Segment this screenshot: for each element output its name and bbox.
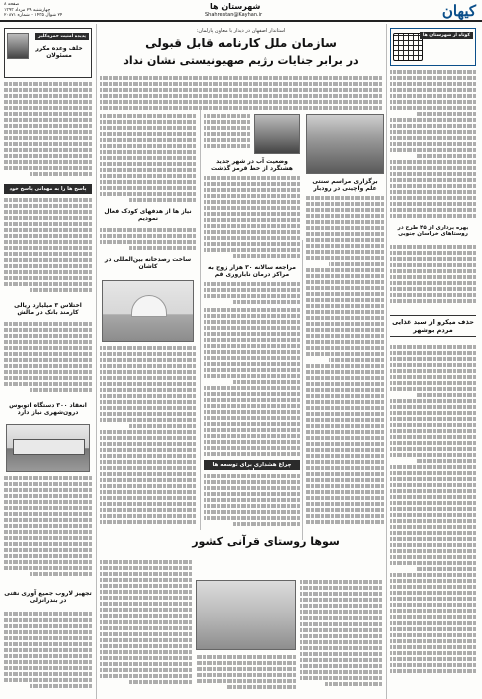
kayhan-logo: کیهان [441, 2, 476, 20]
text-left-1 [4, 82, 92, 182]
right-headline-2-frame [390, 315, 476, 337]
headline-observatory: ساخت رصدخانه بین‌المللی در کاشان [104, 256, 192, 270]
right-box-title: کوتاه از شهرستان ها [420, 32, 473, 39]
headline-children: نیاز ها از هدفهای کودک فعال نمودیم [104, 208, 192, 222]
headline-hashtgerd: وضعیت آب در شهر جدید هشتگرد از خط قرمز گذشت [211, 158, 293, 172]
text-center-3 [204, 474, 300, 530]
column-rule [200, 110, 201, 530]
text-soha-2 [100, 560, 192, 692]
text-qom [204, 282, 300, 306]
headline-alam: برگزاری مراسم سنتی علم واچینی در رودبار [312, 178, 378, 192]
right-headline-2: حذف میکرو از سبد غذایی مردم بوشهر [392, 318, 474, 334]
headline-embezzlement: اختلاس ۳ میلیارد ریالی کارمند بانک در مالش [14, 302, 82, 316]
page-number: صفحه ۸ [4, 2, 20, 7]
left-box-title: پدیده امنیت حمزه‌کلیر [35, 33, 89, 40]
village-photo [196, 580, 296, 650]
headline-promise: خلف وعده مکرر مسئولان [35, 45, 83, 59]
headline-qom: مراجعه سالانه ۳۰ هزار زوج به مراکز درمان ناباروری قم [208, 264, 296, 278]
lead-headline-1: سازمان ملل کارنامه قابل قبولی [145, 36, 337, 50]
text-soha-1 [300, 580, 382, 692]
bus-photo [6, 424, 90, 472]
observatory-photo [102, 280, 194, 342]
right-text-1 [390, 70, 476, 220]
text-center-1 [204, 114, 250, 154]
page-info [4, 2, 74, 19]
right-text-2 [390, 245, 476, 310]
text-left-4 [4, 476, 92, 586]
columnist-photo [7, 33, 29, 59]
headline-soha: سوها روستای قرآنی کشور [192, 535, 340, 548]
section-title: شهرستان ها [210, 2, 261, 11]
right-text-3 [390, 345, 476, 685]
lead-headline-2: در برابر جنایات رژیم صهیونیستی نشان نداد [123, 54, 359, 67]
date-line: چهارشنبه ۲۹ مرداد ۱۳۹۳ [4, 7, 51, 13]
text-alam [306, 196, 384, 536]
lead-text [100, 76, 382, 110]
text-center-2 [204, 308, 300, 458]
column-rule [302, 240, 303, 540]
lead-kicker: استاندار اصفهان در دیدار با معاون پارلمان: [196, 28, 286, 34]
headline-buses: انعقاد ۳۰۰ دستگاه اتوبوس درون‌شهری نیاز دارد [9, 402, 87, 416]
text-children [100, 228, 196, 252]
text-cl-2 [100, 346, 196, 530]
text-left-2 [4, 198, 92, 298]
right-headline-1: بهره برداری از ۴۵ طرح در روستاهای خراسان جنوبی [397, 225, 469, 237]
left-box [4, 28, 92, 78]
text-soha-3 [196, 655, 296, 693]
text-left-5 [4, 612, 92, 692]
column-rule [386, 24, 387, 699]
text-left-3 [4, 322, 92, 398]
globe-icon [393, 33, 423, 61]
text-hashtgerd [204, 176, 300, 260]
bus-body [13, 439, 85, 455]
left-banner: پاسخ ها را به مهدانی پاسخ خود [4, 184, 92, 194]
banner-box: چراغ هشداری برای توسعه ها باید [204, 460, 300, 470]
dome-shape [131, 295, 167, 317]
headline-anzali: تجهیز لاروب جمیع آوری نفتی در بندرانزلی [4, 590, 92, 604]
official-photo [254, 114, 300, 154]
text-cl-1 [100, 114, 196, 204]
right-box [390, 28, 476, 66]
section-email: Shahrestan@Kayhan.ir [205, 12, 263, 18]
masthead [0, 0, 482, 22]
column-rule [96, 24, 97, 699]
issue-line: ۲۴ شوال ۱۴۳۵ - شماره ۲۰۸۷۱ [4, 13, 63, 18]
ceremony-photo [306, 114, 384, 174]
